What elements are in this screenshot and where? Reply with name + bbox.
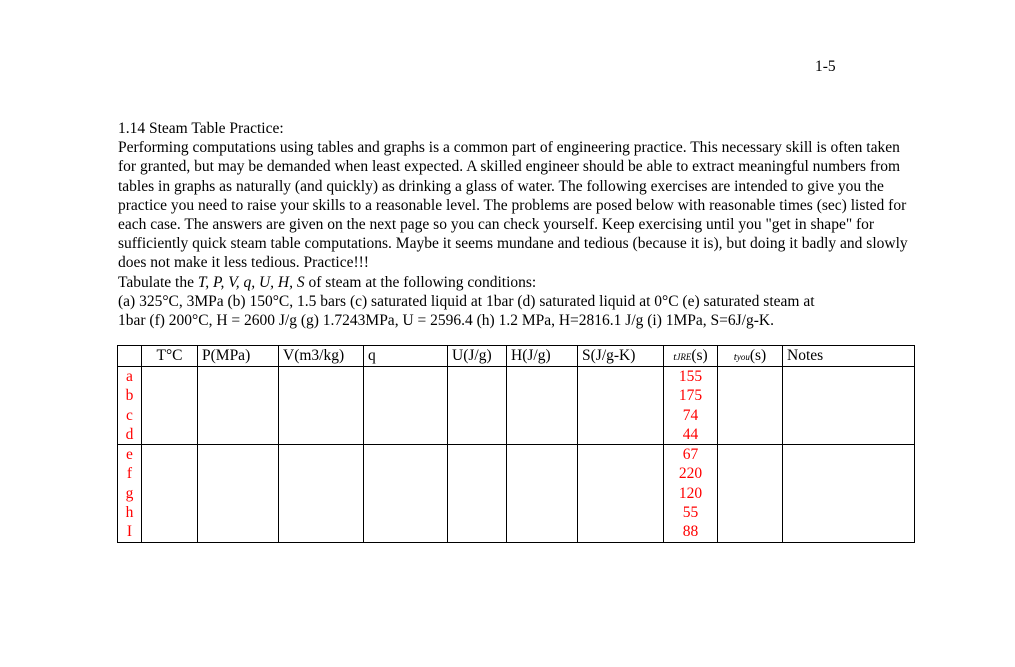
cell-enthalpy[interactable] [507, 367, 578, 445]
header-temperature: T°C [142, 346, 198, 367]
cell-time-you[interactable] [718, 367, 783, 445]
header-notes: Notes [783, 346, 915, 367]
cell-quality[interactable] [364, 445, 448, 542]
tabulate-vars: T, P, V, q, U, H, S [197, 273, 305, 291]
cell-time-you[interactable] [718, 445, 783, 542]
cell-entropy[interactable] [578, 445, 664, 542]
times-jre-group-1 [664, 367, 718, 445]
row-label: d [125, 425, 134, 443]
document-body [118, 119, 908, 330]
row-label: c [126, 406, 133, 424]
cell-pressure[interactable] [198, 445, 279, 542]
time-value: 220 [678, 465, 703, 483]
cell-volume[interactable] [279, 367, 364, 445]
cell-quality[interactable] [364, 367, 448, 445]
row-labels-group-2 [118, 445, 142, 542]
header-time-jre: tJRE(s) [664, 346, 718, 367]
time-value: 175 [678, 387, 703, 405]
table-row-group-1 [118, 367, 915, 445]
header-pressure: P(MPa) [198, 346, 279, 367]
cell-notes[interactable] [783, 445, 915, 542]
row-label: h [125, 504, 134, 522]
cell-volume[interactable] [279, 445, 364, 542]
row-label: g [125, 484, 134, 502]
cell-internal-energy[interactable] [448, 367, 507, 445]
intro-paragraph: Performing computations using tables and graphs is a common part of engineering practice. This necessary skill is often taken for granted, but may be demanded when least expected. A skilled engineer should be able to extract meaningful numbers from tables in graphs as naturally (and quickly) as drinking a glass of water. The following exercises are intended to give you the practice you need to raise your skills to a reasonable level. The problems are posed below with reasonable times (sec) listed for each case. The answers are given on the next page so you can check yourself. Keep exercising until you "get in shape" for sufficiently quick steam table computations. Maybe it seems mundane and tedious (because it is), but doing it badly and slowly does not make it less tedious. Practice!!! [118, 139, 908, 272]
tabulate-prefix: Tabulate the [118, 273, 198, 291]
time-value: 44 [682, 425, 699, 443]
cell-entropy[interactable] [578, 367, 664, 445]
row-label: f [126, 465, 133, 483]
conditions-line-2: 1bar (f) 200°C, H = 2600 J/g (g) 1.7243MPa, U = 2596.4 (h) 1.2 MPa, H=2816.1 J/g (i) 1MPa, S=6J/g-K. [118, 312, 774, 330]
row-label: I [126, 523, 133, 541]
cell-notes[interactable] [783, 367, 915, 445]
time-value: 120 [678, 484, 703, 502]
page-number: 1-5 [815, 58, 836, 75]
conditions-line-1: (a) 325°C, 3MPa (b) 150°C, 1.5 bars (c) saturated liquid at 1bar (d) saturated liquid at 0°C (e) saturated steam at [118, 292, 815, 310]
header-label [118, 346, 142, 367]
time-value: 67 [682, 446, 699, 464]
steam-table [117, 345, 915, 543]
table-header-row [118, 346, 915, 367]
header-enthalpy: H(J/g) [507, 346, 578, 367]
time-value: 88 [682, 523, 699, 541]
section-title: 1.14 Steam Table Practice: [118, 120, 284, 137]
row-label: b [125, 387, 134, 405]
header-entropy: S(J/g-K) [578, 346, 664, 367]
cell-temperature[interactable] [142, 367, 198, 445]
time-value: 155 [678, 368, 703, 385]
time-value: 74 [682, 406, 699, 424]
cell-pressure[interactable] [198, 367, 279, 445]
times-jre-group-2 [664, 445, 718, 542]
cell-temperature[interactable] [142, 445, 198, 542]
header-volume: V(m3/kg) [279, 346, 364, 367]
row-label: e [126, 446, 133, 464]
header-quality: q [364, 346, 448, 367]
cell-enthalpy[interactable] [507, 445, 578, 542]
tabulate-line [118, 273, 908, 292]
row-label: a [126, 368, 133, 385]
time-value: 55 [682, 504, 699, 522]
cell-internal-energy[interactable] [448, 445, 507, 542]
table-row-group-2 [118, 445, 915, 542]
row-labels-group-1 [118, 367, 142, 445]
header-time-you: tyou(s) [718, 346, 783, 367]
header-internal-energy: U(J/g) [448, 346, 507, 367]
tabulate-suffix: of steam at the following conditions: [304, 273, 537, 291]
